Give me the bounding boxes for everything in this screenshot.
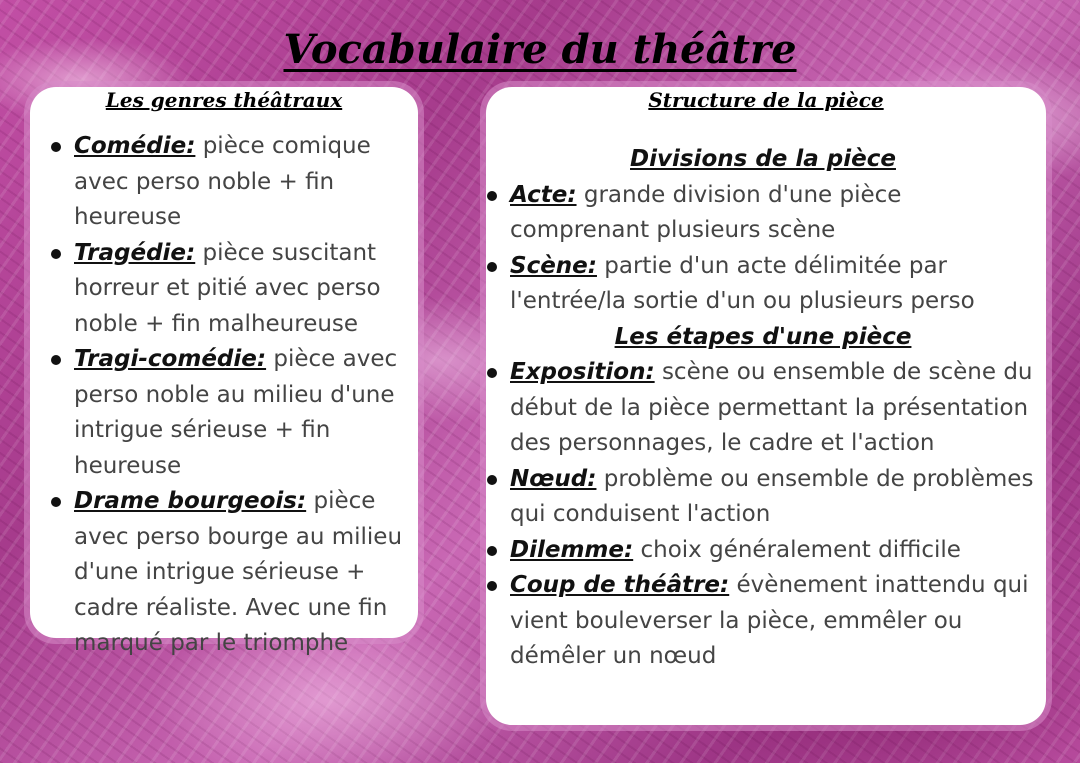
etape-item-dilemme — [486, 533, 1040, 569]
section-title-etapes: Les étapes d'une pièce — [614, 323, 912, 350]
genres-list — [30, 129, 414, 662]
genres-card — [30, 87, 418, 656]
genres-heading: Les genres théâtraux — [105, 88, 343, 112]
item-term: Coup de théâtre: — [510, 572, 730, 598]
item-definition: pièce comique avec perso noble + fin heureuse — [74, 133, 371, 230]
structure-card — [486, 87, 1046, 725]
structure-heading: Structure de la pièce — [648, 88, 884, 112]
item-term: Tragédie: — [74, 239, 196, 266]
etape-item-noeud — [486, 462, 1040, 533]
item-definition: évènement inattendu qui vient bouleverser la pièce, emmêler ou démêler un nœud — [510, 572, 1029, 669]
division-item-scene — [486, 249, 1040, 320]
item-definition: problème ou ensemble de problèmes qui conduisent l'action — [510, 465, 1034, 527]
genre-item-tragedie — [30, 236, 414, 343]
item-term: Dilemme: — [510, 536, 634, 563]
item-definition: grande division d'une pièce comprenant plusieurs scène — [510, 181, 902, 243]
item-definition: pièce avec perso bourge au milieu d'une intrigue sérieuse + cadre réaliste. Avec une fin marqué par le triomphe — [74, 488, 403, 656]
item-term: Drame bourgeois: — [74, 488, 307, 514]
genre-item-comedie — [30, 129, 414, 236]
etapes-list — [486, 355, 1040, 675]
division-item-acte — [486, 178, 1040, 249]
item-term: Nœud: — [510, 465, 597, 492]
page-title: Vocabulaire du théâtre — [283, 26, 797, 73]
item-definition: choix généralement difficile — [633, 536, 961, 563]
structure-body — [486, 142, 1040, 675]
item-definition: partie d'un acte délimitée par l'entrée/la sortie d'un ou plusieurs perso — [510, 252, 975, 314]
item-term: Exposition: — [510, 359, 655, 385]
item-term: Scène: — [510, 252, 597, 279]
item-definition: pièce suscitant horreur et pitié avec perso noble + fin malheureuse — [74, 239, 381, 337]
divisions-list — [486, 178, 1040, 320]
item-term: Tragi-comédie: — [74, 346, 267, 372]
item-term: Comédie: — [74, 133, 196, 159]
section-title-divisions: Divisions de la pièce — [630, 146, 896, 172]
item-definition: scène ou ensemble de scène du début de la pièce permettant la présentation des personnages, le cadre et l'action — [510, 359, 1033, 456]
etape-item-exposition — [486, 355, 1040, 462]
genre-item-drame-bourgeois — [30, 484, 414, 662]
item-definition: pièce avec perso noble au milieu d'une intrigue sérieuse + fin heureuse — [74, 346, 398, 479]
etape-item-coup-de-theatre — [486, 568, 1040, 675]
genre-item-tragi-comedie — [30, 342, 414, 484]
item-term: Acte: — [510, 181, 577, 208]
